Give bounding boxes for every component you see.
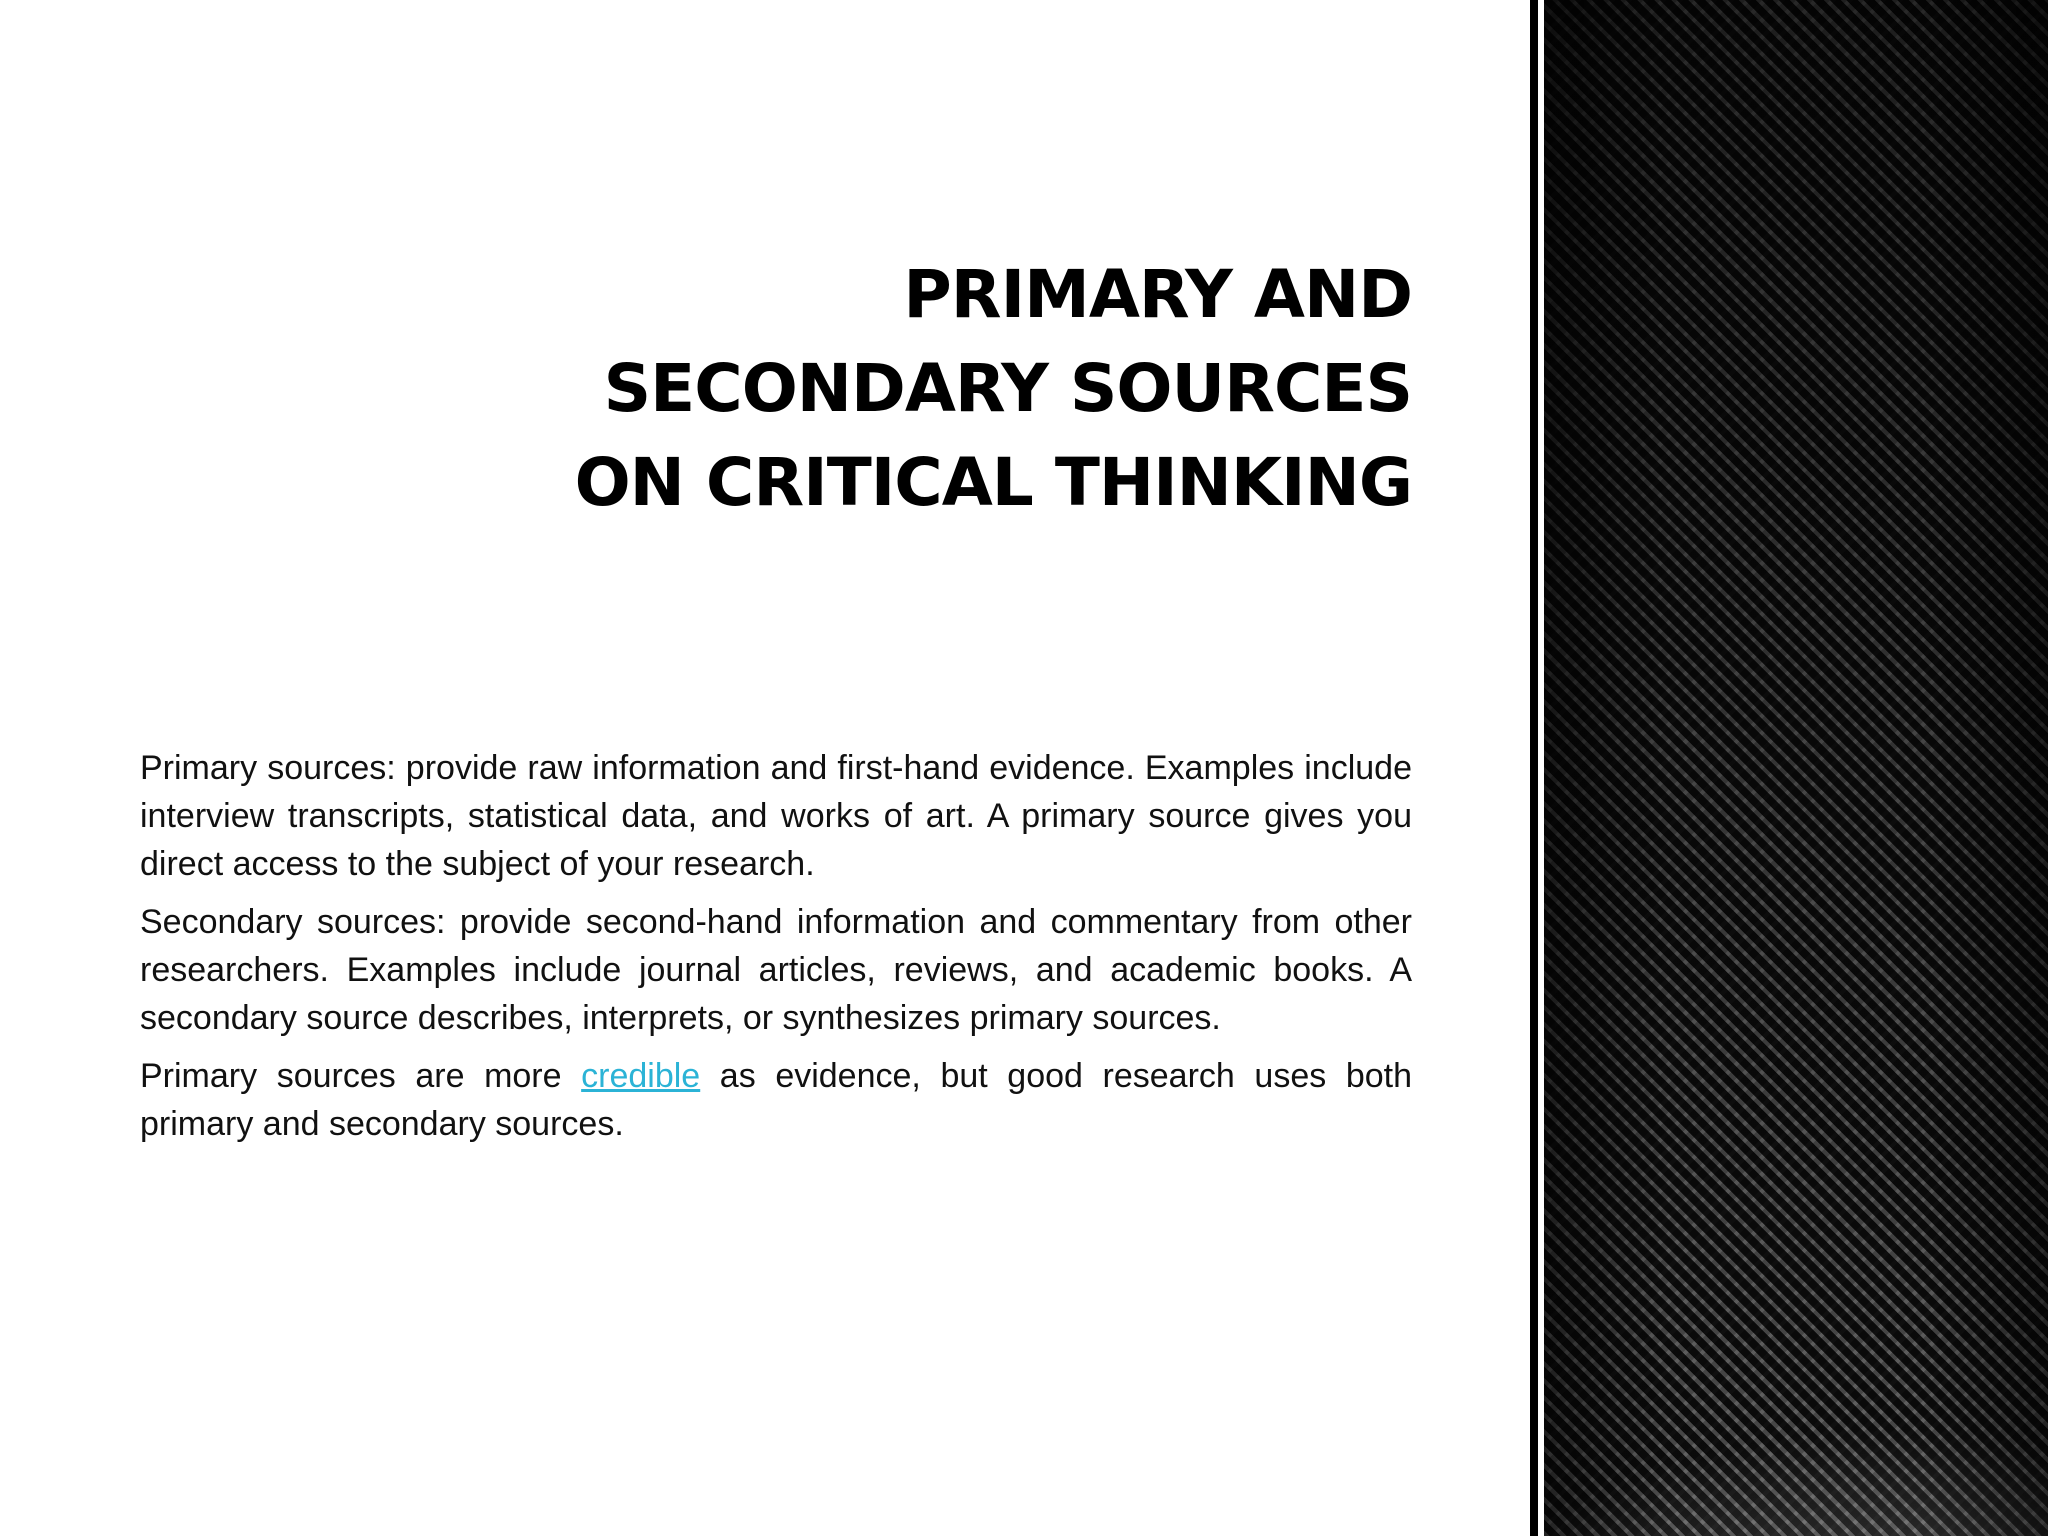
- conclusion-text-start: Primary sources are more: [140, 1057, 582, 1095]
- slide-body: [140, 744, 1412, 1158]
- primary-sources-paragraph: Primary sources: provide raw information and first-hand evidence. Examples include interview transcripts, statistical data, and works of art. A primary source gives you direct access to the subject of your research.: [140, 749, 1412, 883]
- title-line-2: SECONDARY SOURCES: [603, 350, 1412, 427]
- title-line-3: ON CRITICAL THINKING: [574, 444, 1412, 521]
- title-line-1: PRIMARY AND: [903, 256, 1412, 333]
- divider-line: [1530, 0, 1538, 1536]
- credible-link[interactable]: credible: [581, 1057, 701, 1095]
- slide-title: [412, 248, 1412, 530]
- conclusion-text-end: as evidence, but good research uses both primary and secondary sources.: [140, 1057, 1412, 1143]
- secondary-sources-paragraph: Secondary sources: provide second-hand information and commentary from other researchers. Examples include journal articles, reviews, and academic books. A secondary source describes, interprets, or synthesizes primary sources.: [140, 903, 1412, 1037]
- conclusion-paragraph: [140, 1052, 1412, 1148]
- panel-shading: [1544, 0, 2048, 1536]
